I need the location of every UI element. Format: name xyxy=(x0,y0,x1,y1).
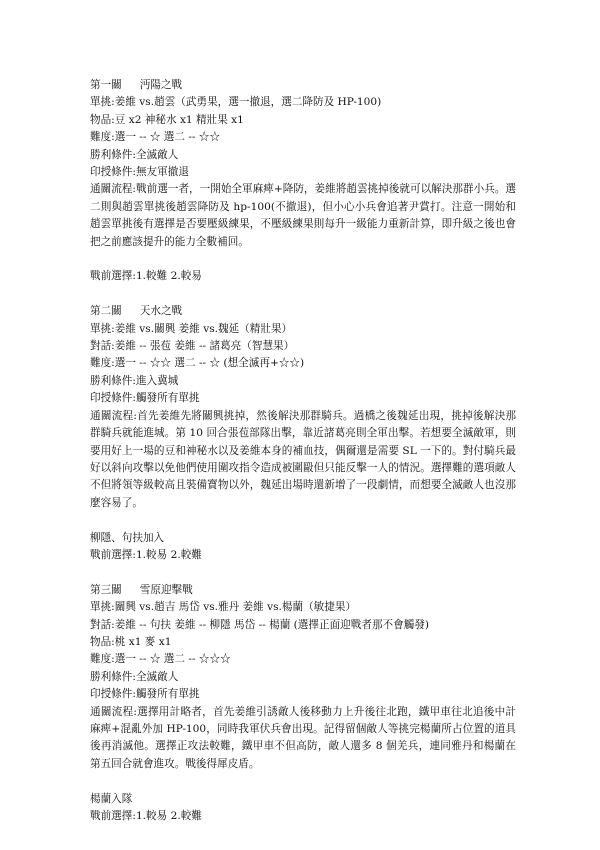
join-note: 楊蘭入隊 xyxy=(90,792,133,805)
chapter-number: 第三關 xyxy=(90,583,122,596)
pre-battle-choice: 戰前選擇:1.較易 2.較難 xyxy=(90,548,202,561)
chapter-number: 第二關 xyxy=(90,305,122,318)
victory-condition: 勝利條件:全滅敵人 xyxy=(90,148,179,161)
spacer xyxy=(90,286,516,303)
spacer xyxy=(90,773,516,790)
chapter-number: 第一關 xyxy=(90,79,122,91)
join-note: 柳隱、句扶加入 xyxy=(90,531,165,544)
duel-line: 單挑:姜維 vs.關興 姜維 vs.魏延（精壯果） xyxy=(90,322,293,335)
seal-condition: 印授條件:觸發所有單挑 xyxy=(90,392,200,405)
victory-condition: 勝利條件:全滅敵人 xyxy=(90,670,179,683)
items-line: 物品:桃 x1 麥 x1 xyxy=(90,635,172,648)
duel-line: 單挑:關興 vs.趙吉 馬岱 vs.雅丹 姜維 vs.楊蘭（敏捷果） xyxy=(90,601,357,614)
chapter-1 xyxy=(90,77,516,303)
spacer xyxy=(90,251,516,268)
victory-condition: 勝利條件:進入冀城 xyxy=(90,374,179,387)
pre-battle-choice: 戰前選擇:1.較易 2.較難 xyxy=(90,809,202,822)
spacer xyxy=(90,564,516,581)
chapter-heading xyxy=(90,582,516,599)
chapter-title: 雪原迎擊戰 xyxy=(139,583,193,596)
seal-condition: 印授條件:無友軍撤退 xyxy=(90,166,189,179)
pre-battle-choice: 戰前選擇:1.較難 2.較易 xyxy=(90,270,202,283)
duel-line: 單挑:姜維 vs.趙雲（武勇果，選一撤退，選二降防及 HP-100) xyxy=(90,96,382,109)
chapter-heading xyxy=(90,303,516,320)
difficulty-line: 難度:選一 -- ☆ 選二 -- ☆☆☆ xyxy=(90,653,231,666)
items-line: 物品:豆 x2 神秘水 x1 精壯果 x1 xyxy=(90,113,244,126)
chapter-3 xyxy=(90,582,516,826)
walkthrough-paragraph: 通關流程:戰前選一者，一開始全軍麻痺+降防，姜維將趙雲挑掉後就可以解決那群小兵。選二則與趙雲單挑後趙雲降防及 hp-100(不撤退)，但小心小兵會追著尹賞打。注意一開始和趙雲單挑後有選擇是否要壓級練果，不壓級練果則每升一級能力重新計算，即升級之後也會把之前應該提升的能力全數補回。 xyxy=(90,183,516,248)
chapter-heading xyxy=(90,77,516,94)
walkthrough-paragraph: 通關流程:首先姜維先將關興挑掉，然後解決那群騎兵。過橋之後魏延出現，挑掉後解決那群騎兵就能進城。第 10 回合張苞部隊出擊，靠近諸葛亮則全軍出擊。若想要全滅敵軍，則要用好上一場的豆和神秘水以及姜維本身的補血技，偶爾還是需要 SL 一下的。對付騎兵最好以斜向攻擊以免他們使用圍攻指令造成被圍毆但只能反擊一人的情況。選擇難的選項敵人不但將領等級較高且裝備寶物以外，魏延出場時還新增了一段劇情，而想要全滅敵人也沒那麼容易了。 xyxy=(90,409,516,509)
chapter-title: 天水之戰 xyxy=(139,305,183,318)
difficulty-line: 難度:選一 -- ☆☆ 選二 -- ☆ (想全滅再+☆☆) xyxy=(90,357,305,370)
document-page xyxy=(90,77,516,825)
chapter-title: 沔陽之戰 xyxy=(139,79,183,91)
dialogue-line: 對話:姜維 -- 張苞 姜維 -- 諸葛亮（智慧果） xyxy=(90,340,295,353)
chapter-2 xyxy=(90,303,516,581)
spacer xyxy=(90,512,516,529)
dialogue-line: 對話:姜維 -- 句扶 姜維 -- 柳隱 馬岱 -- 楊蘭 (選擇正面迎戰者那不會觸發) xyxy=(90,618,430,631)
walkthrough-paragraph: 通關流程:選擇用計略者，首先姜維引誘敵人後移動力上升後往北跑，鐵甲車往北追後中計麻痺+混亂外加 HP-100，同時我軍伏兵會出現。記得留個敵人等挑完楊蘭所占位置的道具後再消滅他。選擇正攻法較難，鐵甲車不但高防，敵人還多 8 個羌兵，連同雅丹和楊蘭在第五回合就會進攻。戰後得犀皮盾。 xyxy=(90,705,516,770)
seal-condition: 印授條件:觸發所有單挑 xyxy=(90,688,200,701)
difficulty-line: 難度:選一 -- ☆ 選二 -- ☆☆ xyxy=(90,131,221,144)
